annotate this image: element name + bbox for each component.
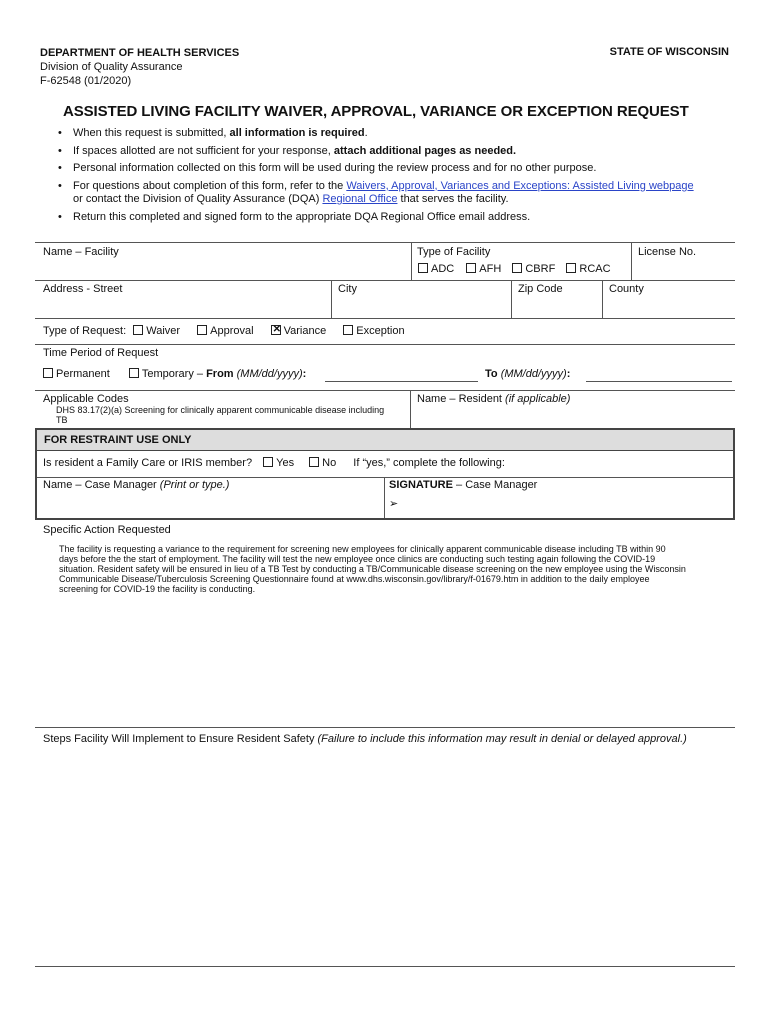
temporary-checkbox[interactable]: [129, 368, 139, 378]
specific-action-label: Specific Action Requested: [43, 524, 171, 536]
from-format: (MM/dd/yyyy): [236, 368, 303, 380]
instructions-list: [56, 127, 756, 228]
form-number: F-62548 (01/2020): [40, 75, 132, 87]
divider: [602, 280, 603, 318]
facility-type-options: [418, 263, 611, 275]
divider: [37, 477, 733, 478]
instruction-item: • Return this completed and signed form to the appropriate DQA Regional Office email address.: [56, 211, 756, 225]
header-left: [40, 46, 239, 88]
divider: [411, 242, 412, 280]
afh-checkbox[interactable]: [466, 263, 476, 273]
department-name: DEPARTMENT OF HEALTH SERVICES: [40, 47, 240, 59]
yes-label: Yes: [276, 457, 295, 469]
divider: [35, 242, 735, 243]
family-care-row: [43, 457, 505, 469]
signature-arrow-icon[interactable]: ➢: [389, 498, 399, 510]
address-label: Address - Street: [43, 283, 123, 295]
exception-checkbox[interactable]: [343, 325, 353, 335]
instruction-item: • When this request is submitted, all information is required.: [56, 127, 756, 141]
license-label: License No.: [638, 246, 697, 258]
no-checkbox[interactable]: [309, 457, 319, 467]
approval-label: Approval: [210, 325, 254, 337]
divider: [35, 344, 735, 345]
variance-checkbox[interactable]: [271, 325, 281, 335]
county-label: County: [609, 283, 644, 295]
cbrf-label: CBRF: [525, 263, 556, 275]
divider: [511, 280, 512, 318]
from-date-field[interactable]: [325, 381, 478, 382]
divider: [35, 318, 735, 319]
resident-name-label: Name – Resident (if applicable): [417, 393, 571, 405]
variance-label: Variance: [283, 325, 327, 337]
request-type-label: Type of Request:: [43, 325, 127, 337]
no-label: No: [322, 457, 337, 469]
divider: [35, 390, 735, 391]
form-title: ASSISTED LIVING FACILITY WAIVER, APPROVAL, VARIANCE OR EXCEPTION REQUEST: [63, 103, 689, 120]
to-date-label: To (MM/dd/yyyy):: [485, 368, 571, 380]
applicable-codes-label: Applicable Codes: [43, 393, 129, 405]
permanent-label: Permanent: [56, 368, 110, 380]
rcac-checkbox[interactable]: [566, 263, 576, 273]
facility-name-label: Name – Facility: [43, 246, 119, 258]
regional-office-link[interactable]: Regional Office: [322, 193, 398, 205]
restraint-heading: FOR RESTRAINT USE ONLY: [37, 430, 733, 451]
steps-label: Steps Facility Will Implement to Ensure Resident Safety (Failure to include this information may result in denial or delayed approval.): [43, 733, 687, 745]
adc-checkbox[interactable]: [418, 263, 428, 273]
rcac-label: RCAC: [579, 263, 611, 275]
waiver-label: Waiver: [146, 325, 181, 337]
steps-field[interactable]: [43, 750, 733, 960]
exception-label: Exception: [356, 325, 405, 337]
facility-type-label: Type of Facility: [417, 246, 491, 258]
time-period-row: [43, 368, 306, 380]
divider: [631, 242, 632, 280]
instruction-item: • If spaces allotted are not sufficient for your response, attach additional pages as needed.: [56, 145, 756, 159]
cbrf-checkbox[interactable]: [512, 263, 522, 273]
zip-label: Zip Code: [518, 283, 563, 295]
divider: [35, 280, 735, 281]
adc-label: ADC: [431, 263, 455, 275]
yes-checkbox[interactable]: [263, 457, 273, 467]
instruction-item: • For questions about completion of this form, refer to the Waivers, Approval, Variances and Exceptions: Assisted Living webpage or contact the Division of Quality Assurance (DQA) Regional Office that serves the facility.: [56, 180, 756, 207]
permanent-checkbox[interactable]: [43, 368, 53, 378]
specific-action-text[interactable]: The facility is requesting a variance to the requirement for screening new employees for clinically apparent communicable disease including TB within 90 days before the the start of employment. The facility will test the new employee once clinics are conducting such testing again following the COVID-19 situation. Resident safety will be ensured in lieu of a TB Test by conducting a TB/Communicable disease screening on the new employee using the Wisconsin Communicable Disease/Tuberculosis Screening Questionnaire found at www.dhs.wisconsin.gov/library/f-01679.htm in addition to the daily employee screening for COVID-19 the facility is conducting.: [59, 544, 686, 594]
waiver-checkbox[interactable]: [133, 325, 143, 335]
from-label: From: [206, 368, 237, 380]
instruction-item: • Personal information collected on this form will be used during the review process and for no other purpose.: [56, 162, 756, 176]
state-name: STATE OF WISCONSIN: [609, 46, 729, 58]
division-name: Division of Quality Assurance: [40, 61, 183, 73]
applicable-codes-value[interactable]: DHS 83.17(2)(a) Screening for clinically apparent communicable disease including TB: [56, 405, 385, 425]
divider: [331, 280, 332, 318]
family-care-label: Is resident a Family Care or IRIS member?: [43, 457, 253, 469]
temporary-label: Temporary –: [141, 368, 207, 380]
city-label: City: [338, 283, 357, 295]
divider: [410, 390, 411, 428]
from-colon: :: [302, 368, 307, 380]
restraint-section: [35, 428, 735, 520]
divider: [35, 966, 735, 967]
divider: [384, 477, 385, 518]
approval-checkbox[interactable]: [197, 325, 207, 335]
if-yes-label: If “yes,” complete the following:: [353, 457, 505, 469]
signature-label: SIGNATURE – Case Manager: [389, 479, 538, 491]
divider: [35, 727, 735, 728]
to-date-field[interactable]: [586, 381, 732, 382]
request-type-row: [43, 325, 405, 337]
time-period-label: Time Period of Request: [43, 347, 159, 359]
case-manager-label: Name – Case Manager (Print or type.): [43, 479, 230, 491]
afh-label: AFH: [479, 263, 502, 275]
waivers-webpage-link[interactable]: Waivers, Approval, Variances and Exceptions: Assisted Living webpage: [346, 179, 694, 192]
